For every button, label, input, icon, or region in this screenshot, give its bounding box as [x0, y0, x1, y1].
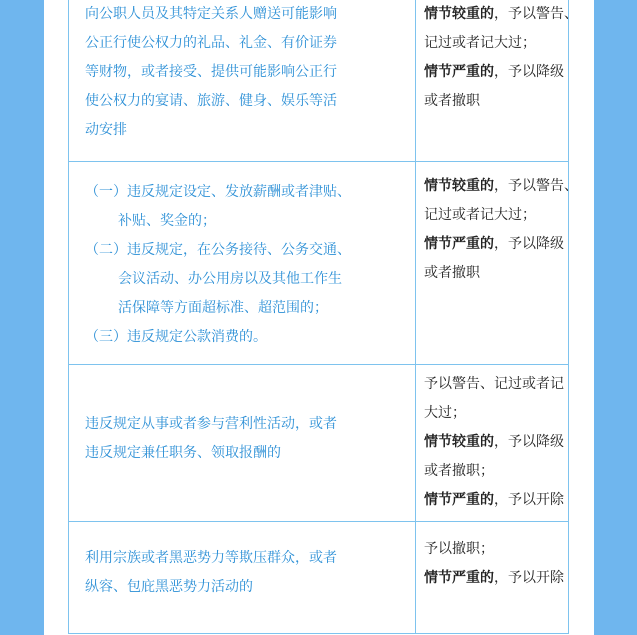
penalty-text: 或者撤职 — [424, 93, 480, 109]
penalty-line — [424, 58, 562, 87]
penalty-line — [424, 29, 562, 58]
penalty-line — [424, 230, 562, 259]
penalty-line — [424, 87, 562, 116]
penalty-text: ，予以降级 — [494, 236, 564, 252]
penalty-cell — [416, 522, 569, 634]
violation-line: 补贴、奖金的； — [118, 213, 216, 229]
violation-line: 纵容、包庇黑恶势力活动的 — [85, 579, 253, 595]
violation-line: 公正行使公权力的礼品、礼金、有价证券 — [85, 35, 337, 51]
penalty-condition: 情节较重的 — [424, 6, 494, 22]
penalty-cell — [416, 365, 569, 522]
violation-line: 活保障等方面超标准、超范围的； — [118, 300, 328, 316]
table-row — [69, 162, 569, 365]
penalty-text: ，予以开除 — [494, 570, 564, 586]
violation-line: （三）违反规定公款消费的。 — [85, 329, 267, 345]
penalty-condition: 情节严重的 — [424, 570, 494, 586]
penalty-text: 或者撤职 — [424, 265, 480, 281]
penalty-line — [424, 486, 562, 515]
penalty-line — [424, 428, 562, 457]
penalty-condition: 情节较重的 — [424, 434, 494, 450]
penalty-line — [424, 172, 578, 201]
penalty-line — [424, 259, 562, 288]
penalty-line — [424, 535, 562, 564]
violation-cell — [69, 522, 416, 634]
violation-line: 会议活动、办公用房以及其他工作生 — [118, 271, 342, 287]
penalty-text: ，予以警告、 — [494, 6, 578, 22]
table-row — [69, 522, 569, 634]
table-row — [69, 365, 569, 522]
violation-cell — [69, 162, 416, 365]
penalty-text: 或者撤职； — [424, 463, 494, 479]
penalty-text: 予以撤职； — [424, 541, 494, 557]
violation-cell — [69, 0, 416, 162]
table-row — [69, 0, 569, 162]
penalty-line — [424, 564, 562, 593]
penalty-condition: 情节严重的 — [424, 64, 494, 80]
document-page — [44, 0, 594, 635]
penalty-text: 记过或者记大过； — [424, 35, 536, 51]
penalty-text: 大过； — [424, 405, 466, 421]
violation-line: 向公职人员及其特定关系人赠送可能影响 — [85, 6, 337, 22]
violation-line: 利用宗族或者黑恶势力等欺压群众，或者 — [85, 550, 337, 566]
penalty-line — [424, 0, 578, 29]
penalty-text: ，予以降级 — [494, 434, 564, 450]
violation-penalty-table — [68, 0, 578, 634]
violation-line: 违反规定从事或者参与营利性活动，或者 — [85, 416, 337, 432]
penalty-text: 记过或者记大过； — [424, 207, 536, 223]
penalty-cell — [416, 162, 578, 365]
penalty-condition: 情节严重的 — [424, 236, 494, 252]
penalty-text: 予以警告、记过或者记 — [424, 376, 564, 392]
violation-line: 动安排 — [85, 122, 127, 138]
violation-cell — [69, 365, 416, 522]
penalty-cell — [416, 0, 578, 162]
penalty-line — [424, 399, 562, 428]
penalty-condition: 情节严重的 — [424, 492, 494, 508]
penalty-text: ，予以开除 — [494, 492, 564, 508]
penalty-line — [424, 370, 562, 399]
penalty-line — [424, 201, 562, 230]
penalty-line — [424, 457, 562, 486]
violation-line: 等财物，或者接受、提供可能影响公正行 — [85, 64, 337, 80]
violation-line: （一）违反规定设定、发放薪酬或者津贴、 — [85, 184, 351, 200]
violation-line: 违反规定兼任职务、领取报酬的 — [85, 445, 281, 461]
violation-line: （二）违反规定，在公务接待、公务交通、 — [85, 242, 351, 258]
violation-line: 使公权力的宴请、旅游、健身、娱乐等活 — [85, 93, 337, 109]
penalty-text: ，予以警告、 — [494, 178, 578, 194]
penalty-text: ，予以降级 — [494, 64, 564, 80]
penalty-condition: 情节较重的 — [424, 178, 494, 194]
